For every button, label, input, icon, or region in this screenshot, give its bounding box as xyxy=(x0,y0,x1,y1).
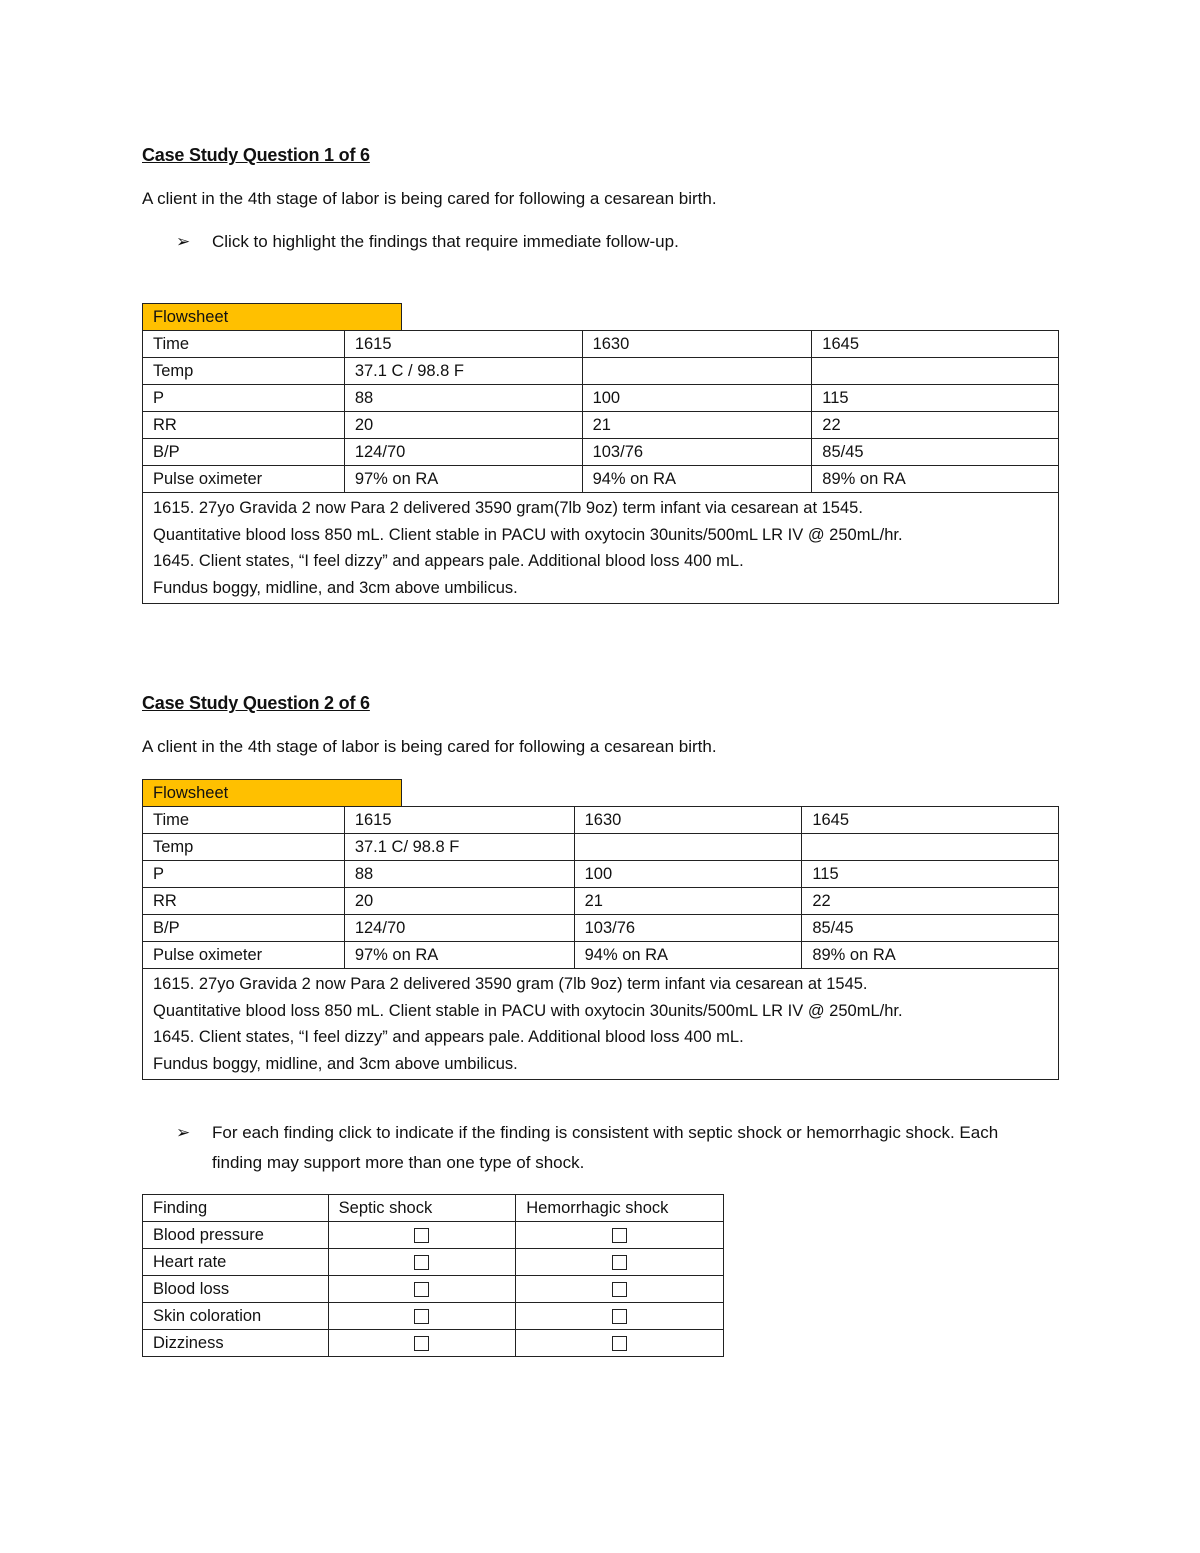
q2-vitals-row xyxy=(143,942,1059,969)
q1-vitals-row xyxy=(143,466,1059,493)
q2-heading: Case Study Question 2 of 6 xyxy=(142,693,370,713)
q2-note-line: Fundus boggy, midline, and 3cm above umbilicus. xyxy=(153,1054,518,1073)
hemorrhagic-checkbox[interactable] xyxy=(612,1309,627,1324)
finding-label: Skin coloration xyxy=(143,1303,329,1330)
q2-value-cell: 115 xyxy=(802,861,1059,888)
q2-value-cell: 1615 xyxy=(344,807,574,834)
q2-value-cell: 20 xyxy=(344,888,574,915)
septic-checkbox[interactable] xyxy=(414,1255,429,1270)
q1-row-label: Time xyxy=(143,331,345,358)
q1-heading: Case Study Question 1 of 6 xyxy=(142,145,370,165)
q2-value-cell xyxy=(802,834,1059,861)
q2-value-cell: 94% on RA xyxy=(574,942,802,969)
q2-value-cell: 89% on RA xyxy=(802,942,1059,969)
septic-checkbox[interactable] xyxy=(414,1309,429,1324)
q1-value-cell[interactable]: 88 xyxy=(344,385,582,412)
q2-notes xyxy=(143,969,1059,1080)
q2-note-line: 1645. Client states, “I feel dizzy” and appears pale. Additional blood loss 400 mL. xyxy=(153,1028,744,1046)
q2-row-label: P xyxy=(143,861,345,888)
q1-note-line[interactable]: Quantitative blood loss 850 mL. Client stable in PACU with oxytocin 30units/500mL LR IV @ 250mL/hr. xyxy=(153,525,903,544)
septic-checkbox-cell xyxy=(328,1222,516,1249)
hemorrhagic-checkbox-cell xyxy=(516,1222,724,1249)
q2-value-cell: 85/45 xyxy=(802,915,1059,942)
q2-row-label: Time xyxy=(143,807,345,834)
q1-note-line[interactable]: 1645. Client states, “I feel dizzy” and appears pale. Additional blood loss 400 mL. xyxy=(153,552,744,570)
q1-value-cell[interactable]: 103/76 xyxy=(582,439,812,466)
q2-vitals-row xyxy=(143,834,1059,861)
q2-row-label: Pulse oximeter xyxy=(143,942,345,969)
q1-value-cell[interactable]: 37.1 C / 98.8 F xyxy=(344,358,582,385)
q2-row-label: RR xyxy=(143,888,345,915)
q1-value-cell[interactable]: 1630 xyxy=(582,331,812,358)
q1-note-line[interactable]: Fundus boggy, midline, and 3cm above umbilicus. xyxy=(153,578,518,597)
q1-row-label: B/P xyxy=(143,439,345,466)
septic-checkbox[interactable] xyxy=(414,1336,429,1351)
q1-value-cell[interactable]: 100 xyxy=(582,385,812,412)
q1-value-cell[interactable]: 1645 xyxy=(812,331,1059,358)
q1-vitals-row xyxy=(143,331,1059,358)
q1-value-cell[interactable]: 89% on RA xyxy=(812,466,1059,493)
hemorrhagic-checkbox[interactable] xyxy=(612,1282,627,1297)
findings-header-finding: Finding xyxy=(143,1195,329,1222)
q1-notes[interactable] xyxy=(143,493,1059,604)
hemorrhagic-checkbox[interactable] xyxy=(612,1336,627,1351)
septic-checkbox-cell xyxy=(328,1276,516,1303)
q1-value-cell[interactable] xyxy=(582,358,812,385)
q1-notes-row xyxy=(143,493,1059,604)
q2-vitals-row xyxy=(143,915,1059,942)
q1-flowsheet-table xyxy=(142,330,1059,604)
q1-vitals-row xyxy=(143,412,1059,439)
finding-label: Heart rate xyxy=(143,1249,329,1276)
septic-checkbox[interactable] xyxy=(414,1228,429,1243)
hemorrhagic-checkbox-cell xyxy=(516,1276,724,1303)
q1-instruction-text: Click to highlight the findings that require immediate follow-up. xyxy=(212,232,679,251)
hemorrhagic-checkbox[interactable] xyxy=(612,1228,627,1243)
findings-header-hemorrhagic: Hemorrhagic shock xyxy=(516,1195,724,1222)
q1-value-cell[interactable]: 21 xyxy=(582,412,812,439)
q2-findings-table xyxy=(142,1194,724,1357)
finding-row xyxy=(143,1276,724,1303)
q2-flowsheet-table xyxy=(142,806,1059,1080)
q2-row-label: B/P xyxy=(143,915,345,942)
q1-row-label: Pulse oximeter xyxy=(143,466,345,493)
septic-checkbox[interactable] xyxy=(414,1282,429,1297)
finding-label: Blood pressure xyxy=(143,1222,329,1249)
q2-notes-row xyxy=(143,969,1059,1080)
q2-note-line: 1615. 27yo Gravida 2 now Para 2 delivered 3590 gram (7lb 9oz) term infant via cesarean at 1545. xyxy=(153,975,868,993)
findings-header-row xyxy=(143,1195,724,1222)
q1-value-cell[interactable]: 97% on RA xyxy=(344,466,582,493)
septic-checkbox-cell xyxy=(328,1330,516,1357)
q2-value-cell: 1630 xyxy=(574,807,802,834)
q2-value-cell: 97% on RA xyxy=(344,942,574,969)
finding-label: Blood loss xyxy=(143,1276,329,1303)
q2-value-cell: 22 xyxy=(802,888,1059,915)
q1-value-cell[interactable]: 85/45 xyxy=(812,439,1059,466)
finding-row xyxy=(143,1249,724,1276)
q1-value-cell[interactable]: 1615 xyxy=(344,331,582,358)
q1-row-label: Temp xyxy=(143,358,345,385)
hemorrhagic-checkbox-cell xyxy=(516,1303,724,1330)
q2-value-cell xyxy=(574,834,802,861)
q1-row-label: RR xyxy=(143,412,345,439)
hemorrhagic-checkbox[interactable] xyxy=(612,1255,627,1270)
q1-value-cell[interactable]: 124/70 xyxy=(344,439,582,466)
q2-note-line: Quantitative blood loss 850 mL. Client stable in PACU with oxytocin 30units/500mL LR IV @ 250mL/hr. xyxy=(153,1001,903,1020)
q1-value-cell[interactable]: 115 xyxy=(812,385,1059,412)
q1-row-label: P xyxy=(143,385,345,412)
finding-row xyxy=(143,1330,724,1357)
q1-intro: A client in the 4th stage of labor is being cared for following a cesarean birth. xyxy=(142,189,717,208)
findings-header-septic: Septic shock xyxy=(328,1195,516,1222)
q2-instruction-text: For each finding click to indicate if the finding is consistent with septic shock or hemorrhagic shock. Each finding may support more than one type of shock. xyxy=(212,1123,999,1172)
q2-value-cell: 37.1 C/ 98.8 F xyxy=(344,834,574,861)
finding-row xyxy=(143,1222,724,1249)
q1-vitals-row xyxy=(143,439,1059,466)
q2-value-cell: 88 xyxy=(344,861,574,888)
q2-vitals-row xyxy=(143,807,1059,834)
hemorrhagic-checkbox-cell xyxy=(516,1249,724,1276)
septic-checkbox-cell xyxy=(328,1249,516,1276)
q1-note-line[interactable]: 1615. 27yo Gravida 2 now Para 2 delivered 3590 gram(7lb 9oz) term infant via cesarean at 1545. xyxy=(153,499,863,517)
q2-value-cell: 21 xyxy=(574,888,802,915)
q2-value-cell: 100 xyxy=(574,861,802,888)
q1-value-cell[interactable] xyxy=(812,358,1059,385)
q2-vitals-row xyxy=(143,861,1059,888)
arrow-bullet-icon: ➢ xyxy=(176,1123,191,1142)
q1-vitals-row xyxy=(143,385,1059,412)
septic-checkbox-cell xyxy=(328,1303,516,1330)
q2-value-cell: 103/76 xyxy=(574,915,802,942)
q1-value-cell[interactable]: 20 xyxy=(344,412,582,439)
q2-flowsheet-label: Flowsheet xyxy=(142,779,402,806)
hemorrhagic-checkbox-cell xyxy=(516,1330,724,1357)
q1-flowsheet-label: Flowsheet xyxy=(142,303,402,330)
q1-value-cell[interactable]: 94% on RA xyxy=(582,466,812,493)
finding-label: Dizziness xyxy=(143,1330,329,1357)
q2-intro: A client in the 4th stage of labor is being cared for following a cesarean birth. xyxy=(142,737,717,756)
arrow-bullet-icon: ➢ xyxy=(176,232,191,251)
q2-value-cell: 124/70 xyxy=(344,915,574,942)
q1-vitals-row xyxy=(143,358,1059,385)
q2-value-cell: 1645 xyxy=(802,807,1059,834)
q1-value-cell[interactable]: 22 xyxy=(812,412,1059,439)
q2-vitals-row xyxy=(143,888,1059,915)
q2-row-label: Temp xyxy=(143,834,345,861)
finding-row xyxy=(143,1303,724,1330)
